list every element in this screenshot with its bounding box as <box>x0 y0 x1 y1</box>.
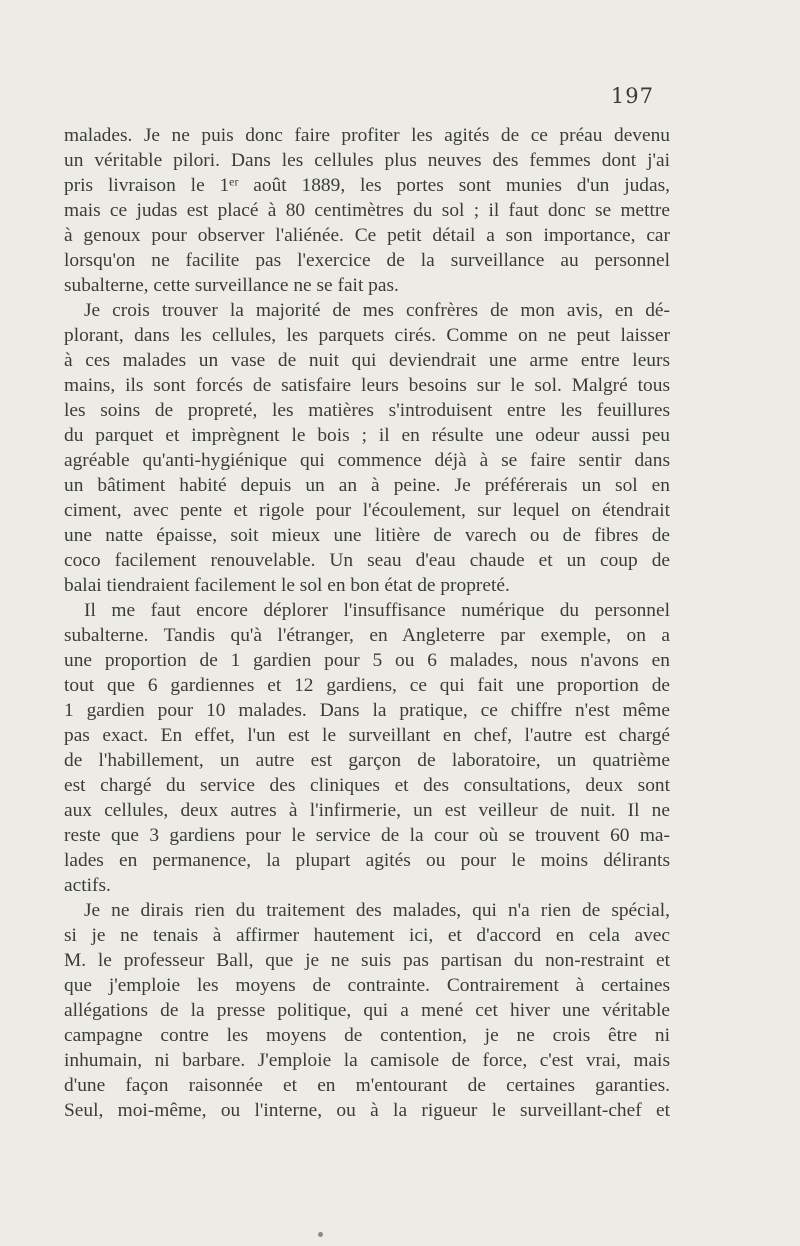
text-line: malades. Je ne puis donc faire profiter les agités de ce préau devenu <box>64 125 670 146</box>
text-line: est chargé du service des cliniques et des consultations, deux sont <box>64 775 670 796</box>
text-line: pris livraison le 1ᵉʳ août 1889, les portes sont munies d'un judas, <box>64 175 670 196</box>
text-line: pas exact. En effet, l'un est le surveillant en chef, l'autre est chargé <box>64 725 670 746</box>
text-line: un bâtiment habité depuis un an à peine. Je préférerais un sol en <box>64 475 670 496</box>
text-line: une proportion de 1 gardien pour 5 ou 6 malades, nous n'avons en <box>64 650 670 671</box>
text-line: une natte épaisse, soit mieux une litière de varech ou de fibres de <box>64 525 670 546</box>
text-line: coco facilement renouvelable. Un seau d'eau chaude et un coup de <box>64 550 670 571</box>
text-line: Seul, moi-même, ou l'interne, ou à la rigueur le surveillant-chef et <box>64 1100 670 1121</box>
text-line: lorsqu'on ne facilite pas l'exercice de la surveillance au personnel <box>64 250 670 271</box>
text-line: subalterne, cette surveillance ne se fait pas. <box>64 275 399 296</box>
text-line: de l'habillement, un autre est garçon de laboratoire, un quatrième <box>64 750 670 771</box>
text-line: à genoux pour observer l'aliénée. Ce petit détail a son importance, car <box>64 225 670 246</box>
text-line: plorant, dans les cellules, les parquets cirés. Comme on ne peut laisser <box>64 325 670 346</box>
text-line: allégations de la presse politique, qui a mené cet hiver une véritable <box>64 1000 670 1021</box>
text-line: à ces malades un vase de nuit qui deviendrait une arme entre leurs <box>64 350 670 371</box>
text-line: que j'emploie les moyens de contrainte. Contrairement à certaines <box>64 975 670 996</box>
text-line: subalterne. Tandis qu'à l'étranger, en Angleterre par exemple, on a <box>64 625 670 646</box>
text-line: Je crois trouver la majorité de mes confrères de mon avis, en dé- <box>84 300 670 321</box>
text-line: 1 gardien pour 10 malades. Dans la pratique, ce chiffre n'est même <box>64 700 670 721</box>
text-line: aux cellules, deux autres à l'infirmerie, un est veilleur de nuit. Il ne <box>64 800 670 821</box>
text-line: actifs. <box>64 875 111 896</box>
text-line: d'une façon raisonnée et en m'entourant de certaines garanties. <box>64 1075 670 1096</box>
text-line: balai tiendraient facilement le sol en bon état de propreté. <box>64 575 510 596</box>
text-line: Il me faut encore déplorer l'insuffisance numérique du personnel <box>84 600 670 621</box>
text-line: Je ne dirais rien du traitement des malades, qui n'a rien de spécial, <box>84 900 670 921</box>
text-line: mais ce judas est placé à 80 centimètres du sol ; il faut donc se mettre <box>64 200 670 221</box>
text-line: M. le professeur Ball, que je ne suis pas partisan du non-restraint et <box>64 950 670 971</box>
text-line: ciment, avec pente et rigole pour l'écoulement, sur lequel on étendrait <box>64 500 670 521</box>
body-text <box>64 123 670 1123</box>
page-number: 197 <box>610 84 654 108</box>
text-line: inhumain, ni barbare. J'emploie la camisole de force, c'est vrai, mais <box>64 1050 670 1071</box>
text-line: un véritable pilori. Dans les cellules plus neuves des femmes dont j'ai <box>64 150 670 171</box>
text-line: si je ne tenais à affirmer hautement ici, et d'accord en cela avec <box>64 925 670 946</box>
text-line: lades en permanence, la plupart agités ou pour le moins délirants <box>64 850 670 871</box>
text-line: les soins de propreté, les matières s'introduisent entre les feuillures <box>64 400 670 421</box>
text-line: tout que 6 gardiennes et 12 gardiens, ce qui fait une proportion de <box>64 675 670 696</box>
paper-speck <box>318 1232 323 1237</box>
text-line: du parquet et imprègnent le bois ; il en résulte une odeur aussi peu <box>64 425 670 446</box>
text-line: campagne contre les moyens de contention, je ne crois être ni <box>64 1025 670 1046</box>
text-line: agréable qu'anti-hygiénique qui commence déjà à se faire sentir dans <box>64 450 670 471</box>
text-line: reste que 3 gardiens pour le service de la cour où se trouvent 60 ma- <box>64 825 670 846</box>
text-line: mains, ils sont forcés de satisfaire leurs besoins sur le sol. Malgré tous <box>64 375 670 396</box>
